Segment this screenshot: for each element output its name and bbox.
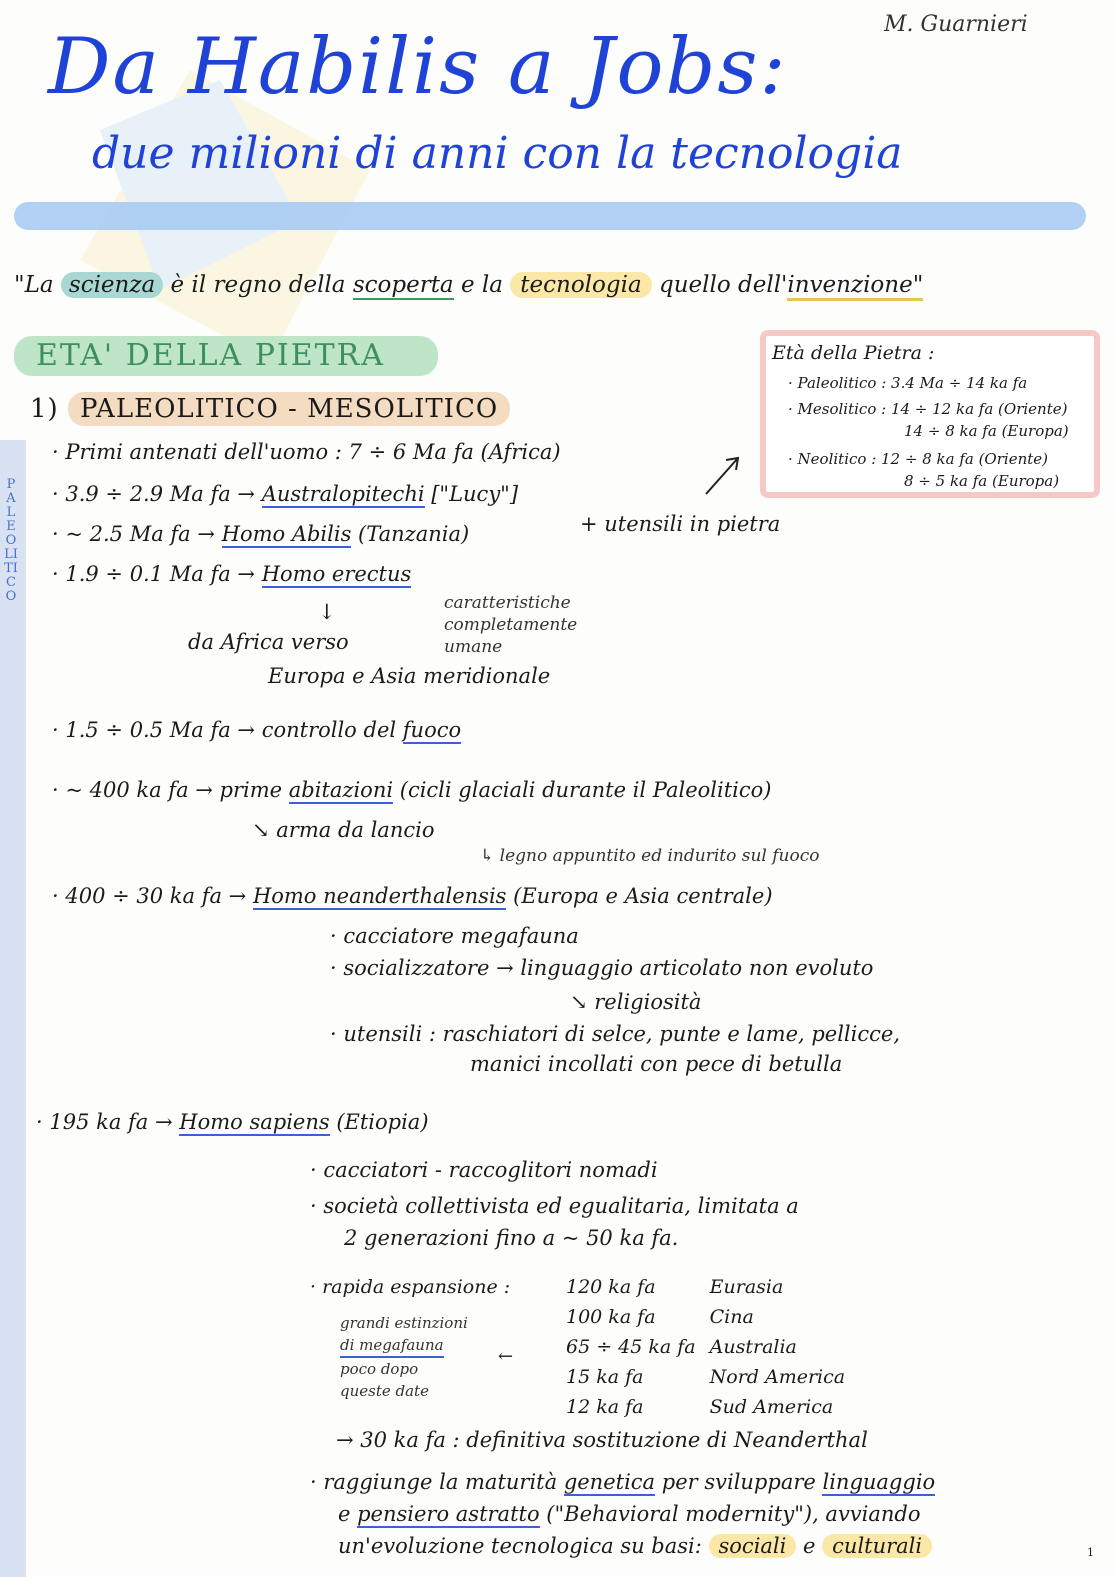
line-throwing-weapon: ↘ arma da lancio xyxy=(252,818,435,842)
quote-mid3: quello dell' xyxy=(658,272,788,298)
page-subtitle: due milioni di anni con la tecnologia xyxy=(92,128,903,179)
line-homo-abilis xyxy=(52,522,469,546)
line-dwellings xyxy=(52,778,771,802)
line-text: (Europa e Asia centrale) xyxy=(506,884,773,908)
line-generations: 2 generazioni fino a ~ 50 ka fa. xyxy=(344,1226,679,1250)
expansion-place: Sud America xyxy=(709,1396,834,1418)
expansion-place: Australia xyxy=(709,1336,797,1358)
stone-box-row: 14 ÷ 8 ka fa (Europa) xyxy=(904,422,1069,440)
line-text: (Tanzania) xyxy=(351,522,470,546)
line-text: e xyxy=(338,1502,358,1526)
line-text: · 3.9 ÷ 2.9 Ma fa → xyxy=(52,482,262,506)
line-text: · 195 ka fa → xyxy=(36,1110,180,1134)
table-row xyxy=(566,1392,859,1422)
margin-label: PALEOLITICO xyxy=(4,477,18,604)
line-maturity xyxy=(310,1470,935,1494)
stone-box-row: · Paleolitico : 3.4 Ma ÷ 14 ka fa xyxy=(788,374,1028,392)
line-text: (Etiopia) xyxy=(329,1110,429,1134)
line-text: · ~ 400 ka fa → prime xyxy=(52,778,289,802)
line-hunter-gatherers: · cacciatori - raccoglitori nomadi xyxy=(310,1158,658,1182)
expansion-place: Nord America xyxy=(709,1366,846,1388)
line-socializer: · socializzatore → linguaggio articolato non evoluto xyxy=(330,956,874,980)
stone-box-row: · Mesolitico : 14 ÷ 12 ka fa (Oriente) xyxy=(788,400,1068,418)
paleolithic-heading xyxy=(30,394,510,424)
note-line: grandi estinzioni xyxy=(340,1314,468,1332)
line-homo-erectus xyxy=(52,562,411,586)
line-migration-1: da Africa verso xyxy=(188,630,349,654)
quote-tecnologia: tecnologia xyxy=(510,272,651,298)
line-handles: manici incollati con pece di betulla xyxy=(470,1052,843,1076)
term-culturali: culturali xyxy=(822,1534,932,1558)
expansion-time: 65 ÷ 45 ka fa xyxy=(566,1336,696,1358)
note-line: queste date xyxy=(340,1382,429,1400)
line-text: · ~ 2.5 Ma fa → xyxy=(52,522,222,546)
stone-age-box xyxy=(760,330,1100,498)
note-sharpened-wood: ↳ legno appuntito ed indurito sul fuoco xyxy=(480,846,820,866)
quote-scienza: scienza xyxy=(61,272,163,298)
arrow-to-box-icon xyxy=(700,450,750,500)
quote-open: "La xyxy=(14,272,54,298)
line-text: ("Behavioral modernity"), avviando xyxy=(539,1502,921,1526)
author-signature: M. Guarnieri xyxy=(884,12,1028,37)
table-row xyxy=(566,1302,859,1332)
line-first-ancestors: · Primi antenati dell'uomo : 7 ÷ 6 Ma fa (Africa) xyxy=(52,440,561,464)
paleolithic-heading-text: PALEOLITICO - MESOLITICO xyxy=(68,392,510,426)
line-hunter: · cacciatore megafauna xyxy=(330,924,579,948)
line-replacement: → 30 ka fa : definitiva sostituzione di Neanderthal xyxy=(336,1428,868,1452)
line-text: ["Lucy"] xyxy=(424,482,519,506)
title-underline-bar xyxy=(14,202,1086,230)
quote-scoperta: scoperta xyxy=(352,272,454,298)
line-text: · 400 ÷ 30 ka fa → xyxy=(52,884,253,908)
term-abitazioni: abitazioni xyxy=(288,778,394,802)
line-text: un'evoluzione tecnologica su basi: xyxy=(338,1534,709,1558)
line-text: e xyxy=(796,1534,823,1558)
stone-box-row: · Neolitico : 12 ÷ 8 ka fa (Oriente) xyxy=(788,450,1048,468)
term-homo-neanderthalensis: Homo neanderthalensis xyxy=(252,884,507,908)
line-text: · raggiunge la maturità xyxy=(310,1470,564,1494)
term-australopitechi: Australopitechi xyxy=(261,482,425,506)
term-homo-sapiens: Homo sapiens xyxy=(179,1110,330,1134)
note-extinctions xyxy=(340,1312,468,1402)
line-neanderthal xyxy=(52,884,773,908)
note-line: di megafauna xyxy=(340,1334,444,1358)
expansion-time: 12 ka fa xyxy=(566,1396,644,1418)
line-australopithecus xyxy=(52,482,518,506)
left-arrow-icon: ← xyxy=(498,1346,514,1367)
note-line: poco dopo xyxy=(340,1360,419,1378)
line-homo-sapiens xyxy=(36,1110,429,1134)
intro-quote xyxy=(14,272,923,298)
term-homo-erectus: Homo erectus xyxy=(261,562,412,586)
term-pensiero-astratto: pensiero astratto xyxy=(357,1502,540,1526)
line-stone-tools: + utensili in pietra xyxy=(580,512,781,536)
line-tech-evolution xyxy=(338,1534,932,1558)
expansion-table xyxy=(566,1272,859,1422)
quote-mid2: e la xyxy=(460,272,503,298)
line-text: · 1.5 ÷ 0.5 Ma fa → controllo del xyxy=(52,718,403,742)
paleolithic-heading-number: 1) xyxy=(30,394,59,424)
line-text: (cicli glaciali durante il Paleolitico) xyxy=(393,778,772,802)
term-homo-abilis: Homo Abilis xyxy=(221,522,352,546)
expansion-place: Cina xyxy=(709,1306,754,1328)
stone-age-heading: ETA' DELLA PIETRA xyxy=(14,336,438,376)
line-tools: · utensili : raschiatori di selce, punte e lame, pellicce, xyxy=(330,1022,900,1046)
line-religiosity: ↘ religiosità xyxy=(570,990,702,1014)
term-fuoco: fuoco xyxy=(402,718,462,742)
line-fire-control xyxy=(52,718,461,742)
down-arrow-icon: ↓ xyxy=(318,600,336,624)
expansion-time: 15 ka fa xyxy=(566,1366,644,1388)
margin-bar xyxy=(0,440,26,1577)
expansion-time: 120 ka fa xyxy=(566,1276,656,1298)
note-human-traits: caratteristiche completamente umane xyxy=(444,593,578,657)
line-text: per sviluppare xyxy=(655,1470,823,1494)
quote-invenzione: invenzione" xyxy=(787,272,923,301)
expansion-time: 100 ka fa xyxy=(566,1306,656,1328)
term-genetica: genetica xyxy=(563,1470,656,1494)
line-migration-2: Europa e Asia meridionale xyxy=(268,664,551,688)
table-row xyxy=(566,1362,859,1392)
page-title: Da Habilis a Jobs: xyxy=(48,22,788,112)
line-abstract-thought xyxy=(338,1502,921,1526)
table-row xyxy=(566,1272,859,1302)
line-text: · 1.9 ÷ 0.1 Ma fa → xyxy=(52,562,262,586)
page-number: 1 xyxy=(1087,1546,1094,1559)
term-linguaggio: linguaggio xyxy=(822,1470,936,1494)
expansion-place: Eurasia xyxy=(709,1276,784,1298)
line-society: · società collettivista ed egualitaria, limitata a xyxy=(310,1194,799,1218)
stone-box-row: 8 ÷ 5 ka fa (Europa) xyxy=(904,472,1060,490)
table-row xyxy=(566,1332,859,1362)
stone-box-title: Età della Pietra : xyxy=(772,342,935,364)
line-expansion: · rapida espansione : xyxy=(310,1276,511,1298)
quote-mid1: è il regno della xyxy=(170,272,346,298)
term-sociali: sociali xyxy=(709,1534,797,1558)
